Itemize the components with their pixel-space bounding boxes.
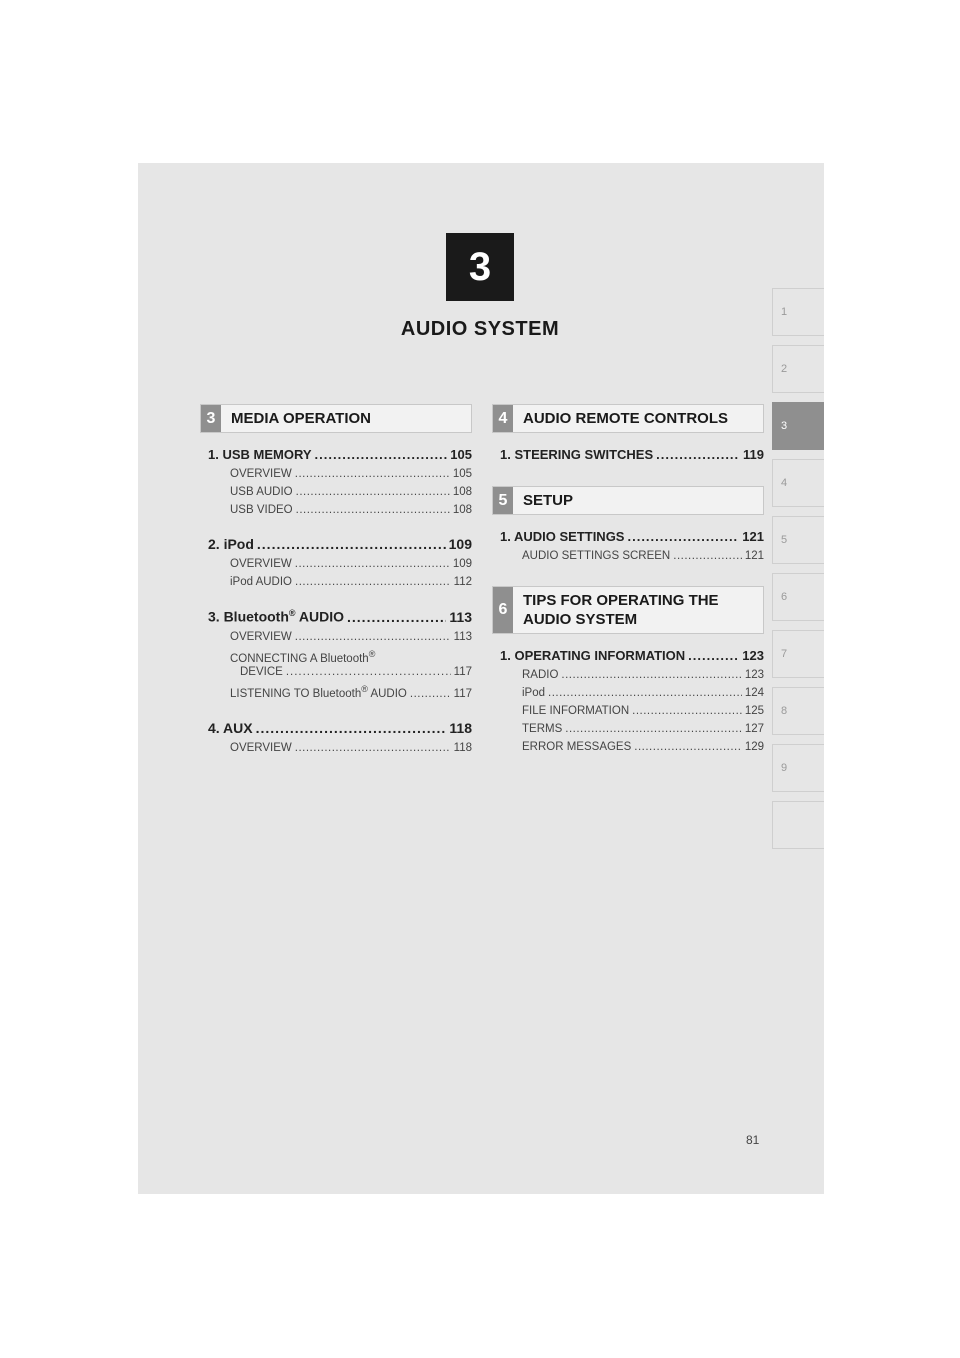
section-label: TIPS FOR OPERATING THE AUDIO SYSTEM [523, 592, 719, 628]
section-header-audio-remote-controls [492, 404, 764, 433]
chapter-title: AUDIO SYSTEM [400, 318, 560, 340]
toc-sub-overview[interactable]: OVERVIEW ..... 105 [230, 468, 472, 480]
toc-sub-error-messages[interactable]: ERROR MESSAGES ..... 129 [522, 741, 764, 753]
page-number: 81 [746, 1133, 760, 1147]
toc-sub-overview[interactable]: OVERVIEW ..... 113 [230, 631, 472, 643]
section-number: 4 [493, 405, 513, 432]
chapter-tabs [772, 288, 824, 858]
toc-entry-bluetooth-audio[interactable]: 3. Bluetooth® AUDIO ..... 113 [208, 608, 472, 625]
toc-entry-aux[interactable]: 4. AUX ..... 118 [208, 720, 472, 736]
left-column [200, 404, 472, 760]
section-label: SETUP [523, 492, 574, 509]
toc-sub-overview[interactable]: OVERVIEW ..... 109 [230, 558, 472, 570]
tab-6[interactable]: 6 [772, 573, 824, 621]
toc-sub-file-information[interactable]: FILE INFORMATION ..... 125 [522, 705, 764, 717]
toc-sub-audio-settings-screen[interactable]: AUDIO SETTINGS SCREEN ..... 121 [522, 550, 764, 562]
tab-blank[interactable] [772, 801, 824, 849]
toc-sub-usb-video[interactable]: USB VIDEO ..... 108 [230, 504, 472, 516]
toc-sub-connecting-device-cont[interactable]: DEVICE ..... 117 [240, 666, 472, 678]
tab-7[interactable]: 7 [772, 630, 824, 678]
toc-sub-terms[interactable]: TERMS ..... 127 [522, 723, 764, 735]
toc-entry-audio-settings[interactable]: 1. AUDIO SETTINGS ..... 121 [500, 529, 764, 544]
tab-3[interactable]: 3 [772, 402, 824, 450]
tab-5[interactable]: 5 [772, 516, 824, 564]
toc-sub-usb-audio[interactable]: USB AUDIO ..... 108 [230, 486, 472, 498]
toc-sub-ipod[interactable]: iPod ..... 124 [522, 687, 764, 699]
chapter-number-badge: 3 [446, 233, 514, 301]
section-label: MEDIA OPERATION [231, 410, 372, 427]
toc-sub-ipod-audio[interactable]: iPod AUDIO ..... 112 [230, 576, 472, 588]
section-number: 3 [201, 405, 221, 432]
section-label: AUDIO REMOTE CONTROLS [523, 410, 728, 427]
tab-9[interactable]: 9 [772, 744, 824, 792]
section-header-media-operation [200, 404, 472, 433]
toc-sub-connecting-device[interactable]: CONNECTING A Bluetooth® [230, 648, 376, 665]
toc-entry-steering-switches[interactable]: 1. STEERING SWITCHES ..... 119 [500, 447, 764, 462]
tab-4[interactable]: 4 [772, 459, 824, 507]
toc-entry-ipod[interactable]: 2. iPod ..... 109 [208, 536, 472, 552]
tab-1[interactable]: 1 [772, 288, 824, 336]
toc-sub-radio[interactable]: RADIO ..... 123 [522, 669, 764, 681]
toc-sub-overview[interactable]: OVERVIEW ..... 118 [230, 742, 472, 754]
toc-entry-usb-memory[interactable]: 1. USB MEMORY ..... 105 [208, 447, 472, 462]
right-column [492, 404, 764, 759]
section-number: 6 [493, 587, 513, 633]
tab-8[interactable]: 8 [772, 687, 824, 735]
toc-sub-listening-bluetooth[interactable]: LISTENING TO Bluetooth® AUDIO ..... 117 [230, 684, 472, 700]
section-header-tips [492, 586, 764, 634]
section-number: 5 [493, 487, 513, 514]
toc-entry-operating-information[interactable]: 1. OPERATING INFORMATION ..... 123 [500, 648, 764, 663]
tab-2[interactable]: 2 [772, 345, 824, 393]
section-header-setup [492, 486, 764, 515]
